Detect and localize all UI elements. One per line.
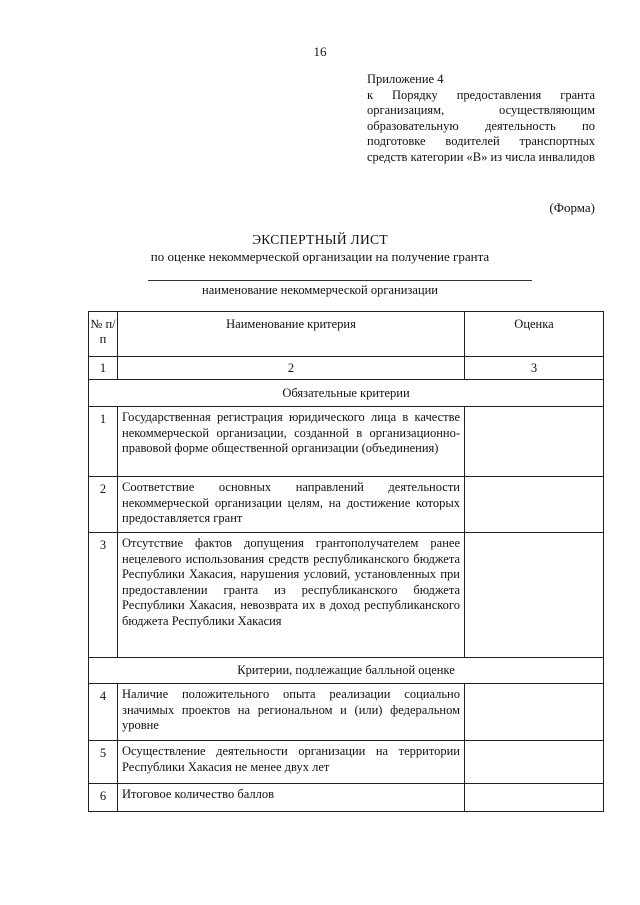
table-row [89,407,604,477]
column-number-row [89,357,604,380]
score-cell[interactable] [465,684,604,741]
criterion-text: Отсутствие фактов допущения грантополучателем ранее нецелевого использования средств республиканского бюджета Республики Хакасия, нарушения условий, установленных при предоставлении гранта из республиканского бюджета Республики Хакасия, невозврата их в доход республиканского бюджета Республики Хакасия [118,533,465,658]
column-number-1: 1 [89,357,118,380]
organization-name-line [148,280,532,281]
annex-text: к Порядку предоставления гранта организациям, осуществляющим образовательную деятельность по подготовке водителей транспортных средств категории «В» из числа инвалидов [367,87,595,164]
table-row [89,533,604,658]
score-cell[interactable] [465,784,604,812]
table-row [89,784,604,812]
form-label: (Форма) [549,200,595,215]
score-cell[interactable] [465,477,604,533]
table-row [89,741,604,784]
table-row [89,684,604,741]
criterion-text: Наличие положительного опыта реализации социально значимых проектов на региональном и (или) федеральном уровне [118,684,465,741]
column-number-3: 3 [465,357,604,380]
score-cell[interactable] [465,533,604,658]
page-number: 16 [313,44,327,59]
score-cell[interactable] [465,407,604,477]
criterion-text: Соответствие основных направлений деятельности некоммерческой организации целям, на достижение которых предоставляется грант [118,477,465,533]
document-subtitle: по оценке некоммерческой организации на получение гранта [150,249,490,264]
header-number: № п/п [89,312,118,357]
organization-name-caption: наименование некоммерческой организации [202,283,438,297]
criterion-text: Осуществление деятельности организации на территории Республики Хакасия не менее двух лет [118,741,465,784]
criteria-table [88,311,604,812]
section-row-mandatory [89,380,604,407]
section-row-scored [89,658,604,684]
header-score: Оценка [465,312,604,357]
row-number: 6 [89,784,118,812]
score-cell[interactable] [465,741,604,784]
row-number: 1 [89,407,118,477]
annex-block [367,72,595,165]
row-number: 2 [89,477,118,533]
section-mandatory-label: Обязательные критерии [89,380,604,407]
criterion-text: Итоговое количество баллов [118,784,465,812]
section-scored-label: Критерии, подлежащие балльной оценке [89,658,604,684]
annex-title: Приложение 4 [367,72,444,86]
criterion-text: Государственная регистрация юридического лица в качестве некоммерческой организации, созданной в организационно-правовой форме общественной организации (объединения) [118,407,465,477]
row-number: 5 [89,741,118,784]
column-number-2: 2 [118,357,465,380]
row-number: 3 [89,533,118,658]
table-row [89,477,604,533]
document-title: ЭКСПЕРТНЫЙ ЛИСТ [252,232,388,247]
table-header-row [89,312,604,357]
row-number: 4 [89,684,118,741]
header-criterion: Наименование критерия [118,312,465,357]
